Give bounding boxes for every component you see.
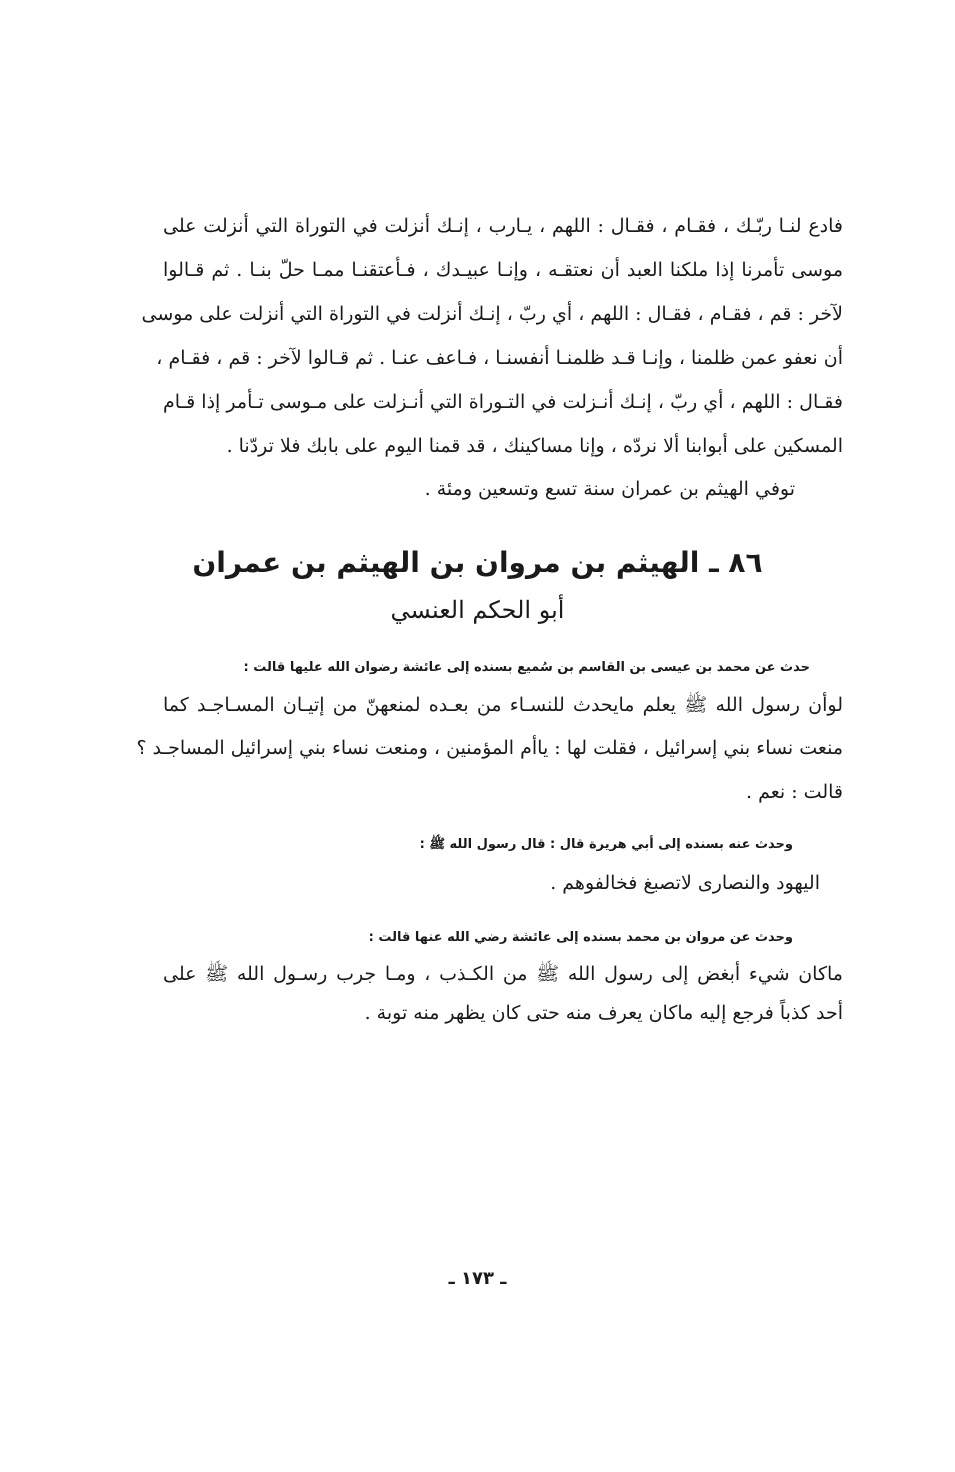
- text-line: لوأن رسول الله ﷺ يعلم مايحدث للنسـاء من بعـده لمنعهنّ من إتيـان المسـاجـد كما: [163, 694, 843, 716]
- text-line: ماكان شيء أبغض إلى رسول الله ﷺ من الكـذب ، ومـا جرب رسـول الله ﷺ على: [163, 963, 843, 985]
- isnad-2: وحدث عنه بسنده إلى أبي هريرة قال : قال رسول الله ﷺ :: [419, 837, 793, 852]
- entry-subtitle: أبو الحكم العنسي: [390, 596, 565, 624]
- hadith-2: [400, 872, 820, 902]
- text-line: قالت : نعم .: [746, 781, 843, 803]
- text-line: أحد كذباً فرجع إليه ماكان يعرف منه حتى كان يظهر منه توبة .: [364, 1002, 843, 1024]
- death-note: [300, 478, 795, 508]
- paragraph-1: [141, 215, 843, 475]
- text-line: منعت نساء بني إسرائيل ، فقلت لها : ياأم المؤمنين ، ومنعت نساء بني إسرائيل المساجـد ؟: [136, 737, 843, 759]
- text-line: توفي الهيثم بن عمران سنة تسع وتسعين ومئة .: [424, 478, 795, 500]
- text-line: موسى تأمرنا إذا ملكنا العبد أن نعتقـه ، وإنـا عبيـدك ، فـأعتقنـا ممـا حلّ بنـا . ثم قـالوا: [163, 259, 843, 281]
- hadith-1: [136, 693, 843, 813]
- text-line: لآخر : قم ، فقـام ، فقـال : اللهم ، أي ربّ ، إنـك أنزلت في التوراة التي أنزلت على موسى: [141, 303, 843, 325]
- isnad-3: وحدث عن مروان بن محمد بسنده إلى عائشة رضي الله عنها قالت :: [368, 930, 793, 945]
- text-line: فادع لنـا ربّـك ، فقـام ، فقـال : اللهم ، يـارب ، إنـك أنزلت في التوراة التي أنزلت على: [163, 215, 843, 237]
- text-line: أن نعفو عمن ظلمنا ، وإنـا قـد ظلمنـا أنفسنـا ، فـاعف عنـا . ثم قـالوا لآخر : قم ، فقـام ،: [156, 347, 843, 369]
- text-line: اليهود والنصارى لاتصبغ فخالفوهم .: [550, 872, 820, 894]
- text-line: فقـال : اللهم ، أي ربّ ، إنـك أنـزلت في التـوراة التي أنـزلت على مـوسى تـأمر إذا قـام: [163, 391, 843, 413]
- page-number: ـ ١٧٣ ـ: [448, 1268, 507, 1289]
- hadith-3: [163, 962, 843, 1042]
- entry-title: ٨٦ ـ الهيثم بن مروان بن الهيثم بن عمران: [192, 546, 763, 579]
- isnad-1: حدث عن محمد بن عيسى بن القاسم بن سُميع بسنده إلى عائشة رضوان الله عليها قالت :: [243, 660, 810, 675]
- text-line: المسكين على أبوابنا ألا نردّه ، وإنا مساكينك ، قد قمنا اليوم على بابك فلا تردّنا .: [226, 435, 843, 457]
